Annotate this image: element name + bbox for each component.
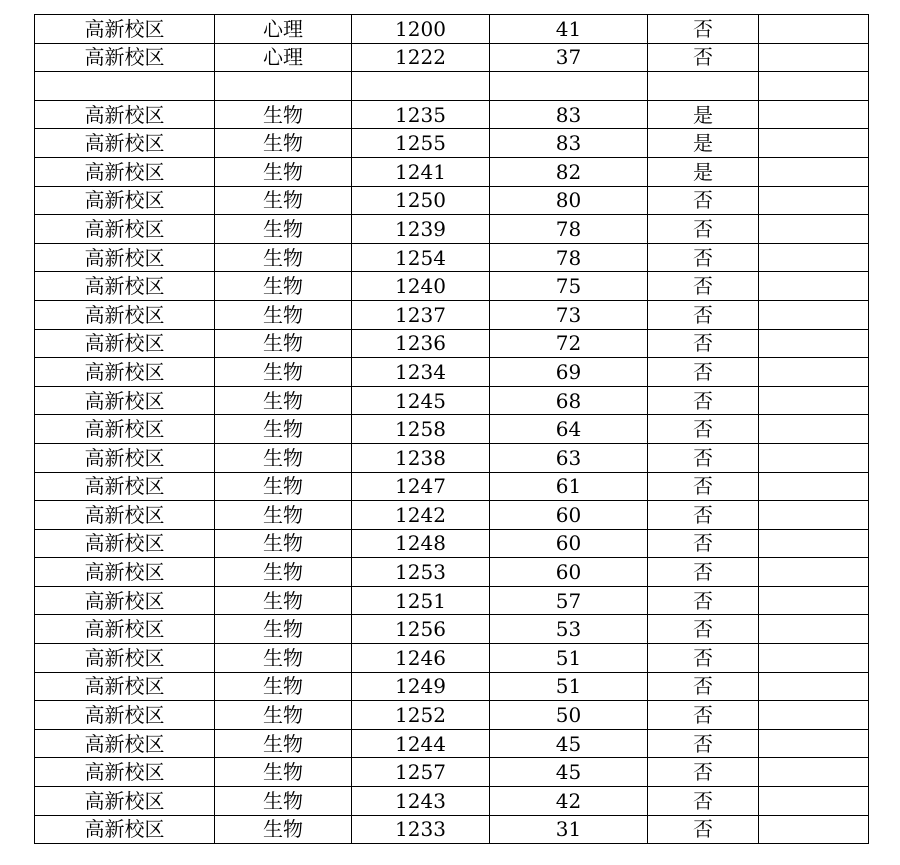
- score-cell: 42: [490, 787, 648, 816]
- table-row: [35, 72, 869, 101]
- pass-flag-cell: 否: [648, 329, 759, 358]
- student-id-cell: 1237: [352, 300, 490, 329]
- table-row: [35, 415, 869, 444]
- score-cell: 57: [490, 586, 648, 615]
- note-cell: [759, 443, 869, 472]
- campus-cell: 高新校区: [35, 472, 215, 501]
- campus-cell: 高新校区: [35, 501, 215, 530]
- score-cell: 82: [490, 157, 648, 186]
- note-cell: [759, 472, 869, 501]
- campus-cell: 高新校区: [35, 100, 215, 129]
- subject-cell: 生物: [215, 672, 352, 701]
- score-cell: 63: [490, 443, 648, 472]
- subject-cell: 生物: [215, 644, 352, 673]
- table-row: [35, 243, 869, 272]
- score-cell: 50: [490, 701, 648, 730]
- score-cell: 78: [490, 243, 648, 272]
- pass-flag-cell: 否: [648, 358, 759, 387]
- subject-cell: 生物: [215, 329, 352, 358]
- pass-flag-cell: 否: [648, 615, 759, 644]
- table-row: [35, 472, 869, 501]
- table-row: [35, 386, 869, 415]
- campus-cell: 高新校区: [35, 644, 215, 673]
- note-cell: [759, 129, 869, 158]
- campus-cell: 高新校区: [35, 672, 215, 701]
- campus-cell: 高新校区: [35, 701, 215, 730]
- note-cell: [759, 644, 869, 673]
- campus-cell: 高新校区: [35, 243, 215, 272]
- student-id-cell: [352, 72, 490, 101]
- subject-cell: 心理: [215, 43, 352, 72]
- subject-cell: 生物: [215, 157, 352, 186]
- table-row: [35, 529, 869, 558]
- table-row: [35, 358, 869, 387]
- score-cell: 51: [490, 644, 648, 673]
- pass-flag-cell: 否: [648, 672, 759, 701]
- campus-cell: 高新校区: [35, 272, 215, 301]
- note-cell: [759, 701, 869, 730]
- campus-cell: [35, 72, 215, 101]
- table-row: [35, 501, 869, 530]
- table-row: [35, 787, 869, 816]
- subject-cell: 生物: [215, 615, 352, 644]
- table-row: [35, 729, 869, 758]
- table-row: [35, 300, 869, 329]
- score-cell: 60: [490, 529, 648, 558]
- campus-cell: 高新校区: [35, 129, 215, 158]
- pass-flag-cell: 否: [648, 701, 759, 730]
- campus-cell: 高新校区: [35, 15, 215, 44]
- pass-flag-cell: 否: [648, 501, 759, 530]
- campus-cell: 高新校区: [35, 386, 215, 415]
- subject-cell: 生物: [215, 729, 352, 758]
- pass-flag-cell: 否: [648, 386, 759, 415]
- pass-flag-cell: 否: [648, 586, 759, 615]
- pass-flag-cell: 是: [648, 100, 759, 129]
- campus-cell: 高新校区: [35, 443, 215, 472]
- student-id-cell: 1242: [352, 501, 490, 530]
- subject-cell: 生物: [215, 300, 352, 329]
- table-row: [35, 186, 869, 215]
- student-id-cell: 1252: [352, 701, 490, 730]
- student-id-cell: 1240: [352, 272, 490, 301]
- student-id-cell: 1248: [352, 529, 490, 558]
- table-row: [35, 615, 869, 644]
- subject-cell: 生物: [215, 815, 352, 844]
- campus-cell: 高新校区: [35, 586, 215, 615]
- note-cell: [759, 386, 869, 415]
- subject-cell: 生物: [215, 415, 352, 444]
- subject-cell: 生物: [215, 529, 352, 558]
- note-cell: [759, 815, 869, 844]
- subject-cell: [215, 72, 352, 101]
- student-id-cell: 1244: [352, 729, 490, 758]
- score-cell: 51: [490, 672, 648, 701]
- student-id-cell: 1238: [352, 443, 490, 472]
- pass-flag-cell: 否: [648, 644, 759, 673]
- note-cell: [759, 615, 869, 644]
- note-cell: [759, 243, 869, 272]
- student-id-cell: 1247: [352, 472, 490, 501]
- score-cell: 45: [490, 758, 648, 787]
- score-cell: 73: [490, 300, 648, 329]
- campus-cell: 高新校区: [35, 329, 215, 358]
- student-id-cell: 1200: [352, 15, 490, 44]
- pass-flag-cell: 否: [648, 472, 759, 501]
- campus-cell: 高新校区: [35, 415, 215, 444]
- pass-flag-cell: 否: [648, 529, 759, 558]
- score-cell: 83: [490, 129, 648, 158]
- subject-cell: 生物: [215, 443, 352, 472]
- note-cell: [759, 758, 869, 787]
- subject-cell: 生物: [215, 787, 352, 816]
- subject-cell: 生物: [215, 586, 352, 615]
- note-cell: [759, 43, 869, 72]
- note-cell: [759, 529, 869, 558]
- subject-cell: 生物: [215, 701, 352, 730]
- student-id-cell: 1258: [352, 415, 490, 444]
- table-row: [35, 672, 869, 701]
- pass-flag-cell: 否: [648, 787, 759, 816]
- student-id-cell: 1245: [352, 386, 490, 415]
- subject-cell: 生物: [215, 186, 352, 215]
- subject-cell: 生物: [215, 358, 352, 387]
- student-id-cell: 1246: [352, 644, 490, 673]
- pass-flag-cell: 否: [648, 43, 759, 72]
- score-cell: 75: [490, 272, 648, 301]
- subject-cell: 生物: [215, 501, 352, 530]
- note-cell: [759, 72, 869, 101]
- campus-cell: 高新校区: [35, 358, 215, 387]
- student-id-cell: 1236: [352, 329, 490, 358]
- score-cell: 60: [490, 501, 648, 530]
- note-cell: [759, 501, 869, 530]
- student-id-cell: 1234: [352, 358, 490, 387]
- subject-cell: 心理: [215, 15, 352, 44]
- pass-flag-cell: 否: [648, 815, 759, 844]
- subject-cell: 生物: [215, 100, 352, 129]
- score-cell: 60: [490, 558, 648, 587]
- student-id-cell: 1222: [352, 43, 490, 72]
- table-row: [35, 157, 869, 186]
- table-row: [35, 701, 869, 730]
- score-cell: 31: [490, 815, 648, 844]
- note-cell: [759, 15, 869, 44]
- score-cell: 61: [490, 472, 648, 501]
- note-cell: [759, 272, 869, 301]
- subject-cell: 生物: [215, 758, 352, 787]
- campus-cell: 高新校区: [35, 729, 215, 758]
- note-cell: [759, 186, 869, 215]
- note-cell: [759, 558, 869, 587]
- note-cell: [759, 358, 869, 387]
- score-cell: 69: [490, 358, 648, 387]
- student-id-cell: 1249: [352, 672, 490, 701]
- note-cell: [759, 300, 869, 329]
- score-cell: 64: [490, 415, 648, 444]
- table-row: [35, 215, 869, 244]
- student-id-cell: 1241: [352, 157, 490, 186]
- subject-cell: 生物: [215, 558, 352, 587]
- pass-flag-cell: 否: [648, 272, 759, 301]
- score-cell: 83: [490, 100, 648, 129]
- note-cell: [759, 215, 869, 244]
- student-id-cell: 1256: [352, 615, 490, 644]
- table-row: [35, 15, 869, 44]
- score-cell: 45: [490, 729, 648, 758]
- note-cell: [759, 672, 869, 701]
- score-cell: 41: [490, 15, 648, 44]
- score-cell: 37: [490, 43, 648, 72]
- table-body: [35, 15, 869, 844]
- student-id-cell: 1253: [352, 558, 490, 587]
- student-id-cell: 1257: [352, 758, 490, 787]
- campus-cell: 高新校区: [35, 157, 215, 186]
- note-cell: [759, 586, 869, 615]
- table-row: [35, 329, 869, 358]
- table-row: [35, 443, 869, 472]
- pass-flag-cell: 否: [648, 443, 759, 472]
- score-cell: [490, 72, 648, 101]
- table-row: [35, 129, 869, 158]
- pass-flag-cell: [648, 72, 759, 101]
- campus-cell: 高新校区: [35, 186, 215, 215]
- pass-flag-cell: 否: [648, 758, 759, 787]
- campus-cell: 高新校区: [35, 615, 215, 644]
- pass-flag-cell: 否: [648, 215, 759, 244]
- student-id-cell: 1233: [352, 815, 490, 844]
- pass-flag-cell: 否: [648, 186, 759, 215]
- subject-cell: 生物: [215, 215, 352, 244]
- campus-cell: 高新校区: [35, 558, 215, 587]
- pass-flag-cell: 否: [648, 243, 759, 272]
- note-cell: [759, 157, 869, 186]
- score-cell: 72: [490, 329, 648, 358]
- pass-flag-cell: 是: [648, 129, 759, 158]
- campus-cell: 高新校区: [35, 758, 215, 787]
- score-cell: 80: [490, 186, 648, 215]
- pass-flag-cell: 否: [648, 300, 759, 329]
- student-id-cell: 1243: [352, 787, 490, 816]
- student-id-cell: 1251: [352, 586, 490, 615]
- campus-cell: 高新校区: [35, 529, 215, 558]
- score-cell: 78: [490, 215, 648, 244]
- student-id-cell: 1239: [352, 215, 490, 244]
- table-row: [35, 558, 869, 587]
- table-row: [35, 272, 869, 301]
- note-cell: [759, 787, 869, 816]
- table-row: [35, 586, 869, 615]
- pass-flag-cell: 否: [648, 729, 759, 758]
- subject-cell: 生物: [215, 129, 352, 158]
- campus-cell: 高新校区: [35, 815, 215, 844]
- subject-cell: 生物: [215, 472, 352, 501]
- student-id-cell: 1254: [352, 243, 490, 272]
- note-cell: [759, 729, 869, 758]
- subject-cell: 生物: [215, 386, 352, 415]
- note-cell: [759, 329, 869, 358]
- campus-cell: 高新校区: [35, 215, 215, 244]
- campus-cell: 高新校区: [35, 43, 215, 72]
- pass-flag-cell: 否: [648, 415, 759, 444]
- note-cell: [759, 100, 869, 129]
- pass-flag-cell: 是: [648, 157, 759, 186]
- student-id-cell: 1250: [352, 186, 490, 215]
- pass-flag-cell: 否: [648, 558, 759, 587]
- subject-cell: 生物: [215, 272, 352, 301]
- score-cell: 53: [490, 615, 648, 644]
- campus-cell: 高新校区: [35, 787, 215, 816]
- note-cell: [759, 415, 869, 444]
- pass-flag-cell: 否: [648, 15, 759, 44]
- table-row: [35, 815, 869, 844]
- table-row: [35, 758, 869, 787]
- table-row: [35, 43, 869, 72]
- student-id-cell: 1235: [352, 100, 490, 129]
- campus-cell: 高新校区: [35, 300, 215, 329]
- table-row: [35, 644, 869, 673]
- score-table: [34, 14, 869, 844]
- subject-cell: 生物: [215, 243, 352, 272]
- score-cell: 68: [490, 386, 648, 415]
- table-row: [35, 100, 869, 129]
- student-id-cell: 1255: [352, 129, 490, 158]
